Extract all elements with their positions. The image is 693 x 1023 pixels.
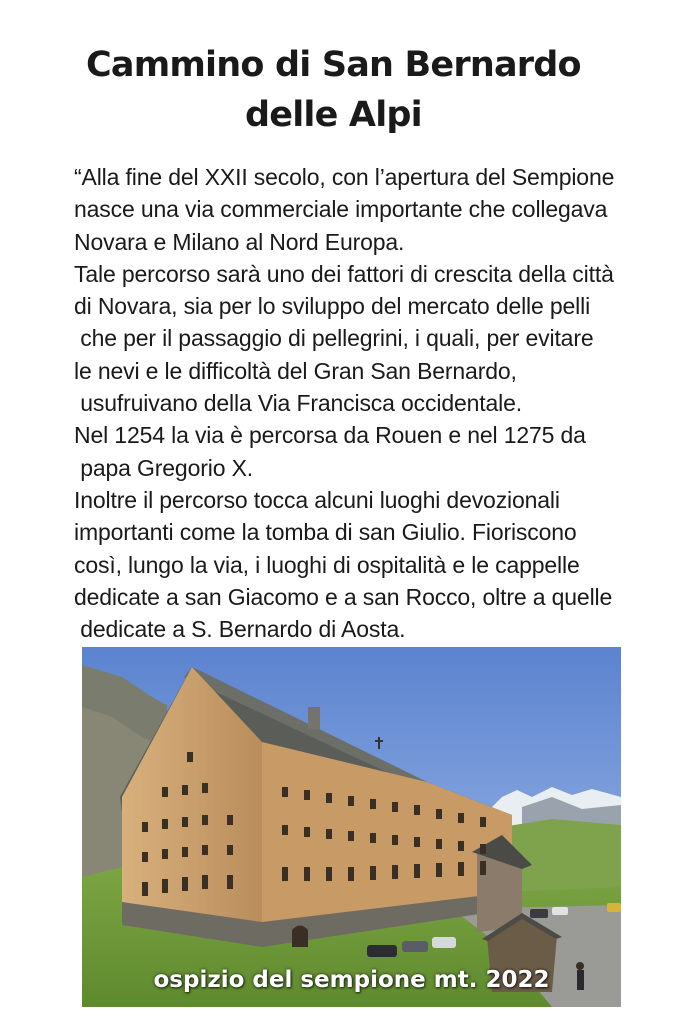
body-line: così, lungo la via, i luoghi di ospitalità e le cappelle: [74, 551, 580, 578]
body-line: papa Gregorio X.: [74, 454, 254, 481]
body-line: usufruivano della Via Francisca occidentale.: [74, 390, 522, 417]
body-paragraph: [74, 161, 674, 645]
body-line: Nel 1254 la via è percorsa da Rouen e nel 1275 da: [74, 422, 586, 449]
photo-caption: ospizio del sempione mt. 2022: [153, 967, 550, 993]
body-line: dedicate a S. Bernardo di Aosta.: [74, 616, 406, 643]
hospice-illustration: [82, 647, 621, 1007]
title-line-2: delle Alpi: [245, 95, 422, 135]
body-line: che per il passaggio di pellegrini, i quali, per evitare: [74, 325, 594, 352]
body-line: importanti come la tomba di san Giulio. Fioriscono: [74, 519, 577, 546]
body-line: nasce una via commerciale importante che collegava: [74, 196, 608, 223]
body-line: Inoltre il percorso tocca alcuni luoghi devozionali: [74, 486, 560, 513]
page-title: [0, 40, 660, 140]
body-line: “Alla fine del XXII secolo, con l’apertura del Sempione: [74, 164, 615, 190]
body-line: Novara e Milano al Nord Europa.: [74, 228, 405, 255]
body-line: Tale percorso sarà uno dei fattori di crescita della città: [74, 260, 614, 287]
body-line: dedicate a san Giacomo e a san Rocco, oltre a quelle: [74, 583, 613, 610]
body-line: le nevi e le difficoltà del Gran San Bernardo,: [74, 357, 517, 384]
body-line: di Novara, sia per lo sviluppo del mercato delle pelli: [74, 293, 591, 320]
hospice-photo: [82, 647, 621, 1007]
title-line-1: Cammino di San Bernardo: [86, 45, 581, 85]
